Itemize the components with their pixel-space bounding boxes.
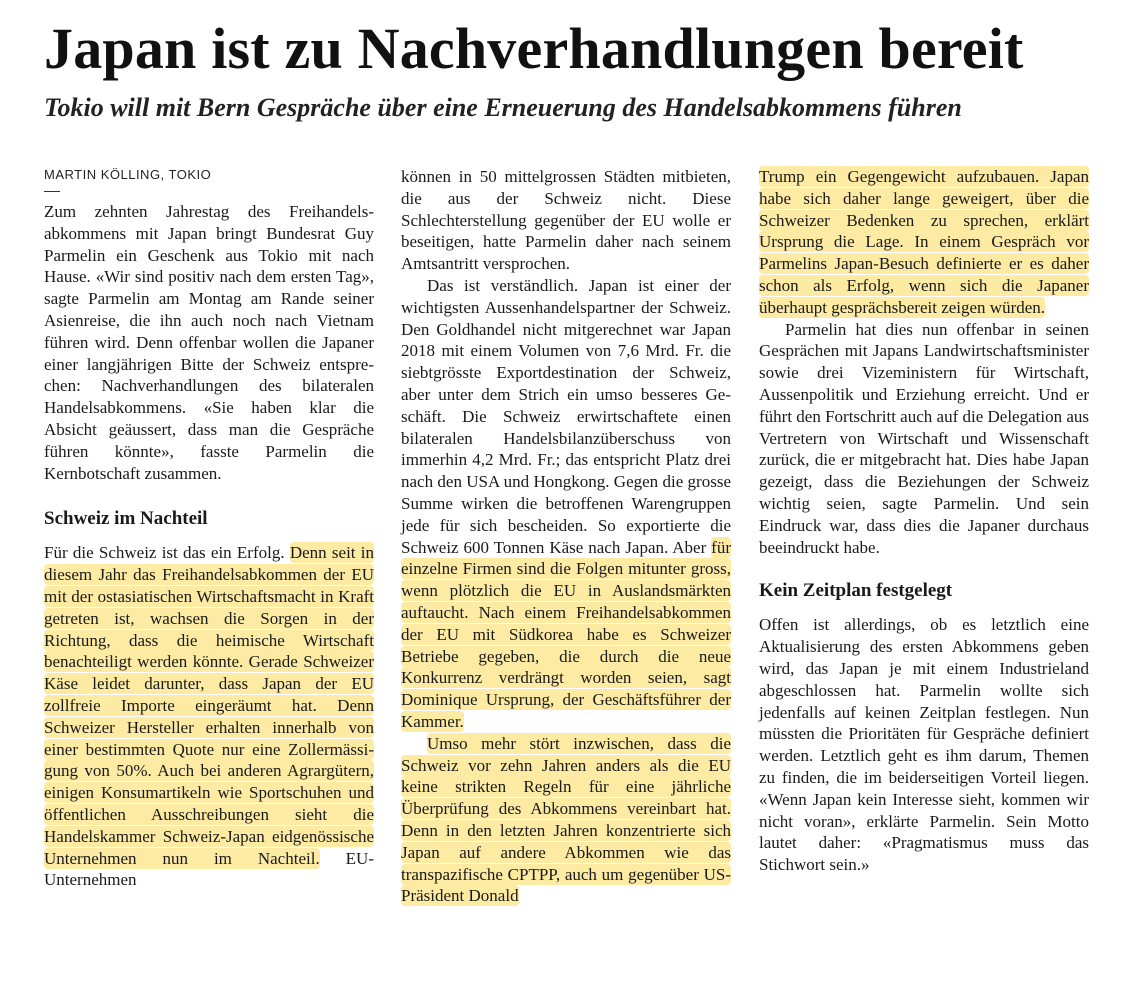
paragraph: Offen ist allerdings, ob es letztlich eine Aktualisierung des ersten Abkommens geben wird, das Japan je mit einem Industrieland abgeschlossen hat. Parmelin wollte sich jedenfalls auf keinen Zeitplan festlegen. Nun müssten die Prioritäten für Gespräche definiert werden. Letztlich geht es ihm darum, Themen zu finden, die im beiderseitigen Vorteil liegen. «Wenn Japan kein Interesse sieht, kommen wir nicht voran», erklärte Parmelin. Sein Motto lautet daher: «Pragmatismus muss das Stichwort sein.» — [759, 615, 1089, 875]
subheadline: Tokio will mit Bern Gespräche über eine Erneuerung des Handelsabkommens führen — [44, 93, 962, 122]
headline: Japan ist zu Nachverhandlungen bereit — [44, 16, 1024, 81]
highlighted-text: für einzelne Firmen sind die Folgen mitunter gross, wenn plötzlich die EU in Auslandsmärkten auftaucht. Nach einem Freihandelsabkommen der EU mit Südkorea habe es Schweizer Betriebe gegeben, die durch die neue Konkurrenz verdrängt worden seien, sagt Dominique Ursprung, der Geschäftsführer der Kammer. — [401, 537, 731, 731]
column-1 — [44, 166, 374, 891]
column-2 — [401, 166, 731, 907]
highlighted-text: Trump ein Gegengewicht aufzubauen. Japan habe sich daher lange geweigert, über die Schweizer Bedenken zu sprechen, erklärt Ursprung die Lage. In einem Gespräch vor Parmelins Japan-Besuch definierte er es daher schon als Erfolg, wenn sich die Japaner überhaupt gesprächsbereit zeigen würden. — [759, 167, 1089, 317]
paragraph: Zum zehnten Jahrestag des Freihandelsabkommens mit Japan bringt Bundesrat Guy Parmelin ein Geschenk aus Tokio mit nach Hause. «Wir sind positiv nach dem ersten Tag», sagte Parmelin am Montag am Rande seiner Asienreise, die ihn auch noch nach Vietnam führen wird. Denn offenbar wollen die Japaner einer langjährigen Bitte der Schweiz entsprechen: Nachverhandlungen des bilateralen Handelsabkommens. «Sie haben klar die Absicht geäussert, dass man die Gespräche führen könnte», fasste Parmelin die Kernbotschaft zusammen. — [44, 202, 374, 483]
paragraph — [401, 275, 731, 733]
section-heading: Schweiz im Nachteil — [44, 508, 208, 530]
paragraph — [44, 542, 374, 891]
byline: MARTIN KÖLLING, TOKIO — [44, 167, 212, 182]
highlighted-text: Umso mehr stört inzwischen, dass die Schweiz vor zehn Jahren anders als die EU keine strikten Regeln für eine jährliche Überprüfung des Abkommens vereinbart hat. Denn in den letzten Jahren konzentrierte sich Japan auf andere Abkommen wie das transpazifische CPTPP, auch um gegenüber US-Präsident Donald — [401, 733, 731, 906]
paragraph: können in 50 mittelgrossen Städten mitbieten, die aus der Schweiz nicht. Diese Schlechterstellung gegenüber der EU wolle er beseitigen, hatte Parmelin daher nach seinem Amtsantritt versprochen. — [401, 167, 731, 274]
text-run: EU-Unternehmen — [44, 848, 374, 890]
column-3 — [759, 166, 1089, 876]
paragraph — [759, 166, 1089, 319]
paragraph: Parmelin hat dies nun offenbar in seinen Gesprächen mit Japans Landwirtschaftsminister sowie drei Vizeministern für Wirtschaft, Aussenpolitik und Erziehung erreicht. Und er führt den Fortschritt auch auf die Delegation aus Vertretern von Wirtschaft und Wissenschaft zurück, die er mitgebracht hat. Dies habe Japan gezeigt, dass die Beziehungen der Schweiz wichtig seien, sagte Parmelin. Und sein Eindruck war, dass dies die Japaner durchaus beeindruckt habe. — [759, 319, 1089, 557]
text-run: Das ist verständlich. Japan ist einer der wichtigsten Aussenhandelspartner der Schweiz. Den Goldhandel nicht mitgerechnet war Japan 2018 mit einem Volumen von 7,6 Mrd. Fr. die siebtgrösste Exportdestination der Schweiz, aber unter dem Strich ein umso besseres Geschäft. Die Schweiz erwirtschaftete einen bilateralen Handelsbilanzüberschuss von immerhin 4,2 Mrd. Fr.; das entspricht Platz drei nach den USA und Hongkong. Gegen die grosse Summe wirken die betroffenen Warengruppen jede für sich bescheiden. So exportierte die Schweiz 600 Tonnen Käse nach Japan. Aber — [401, 275, 731, 557]
section-heading: Kein Zeitplan festgelegt — [759, 580, 953, 602]
byline-rule — [44, 191, 60, 192]
highlighted-text: Denn seit in diesem Jahr das Freihandelsabkommen der EU mit der ostasiatischen Wirtschaftsmacht in Kraft getreten ist, wachsen die Sorgen in der Richtung, dass die heimische Wirtschaft benachteiligt werden könnte. Gerade Schweizer Käse leidet darunter, dass Japan der EU zollfreie Importe eingeräumt hat. Denn Schweizer Hersteller erhalten innerhalb von einer bestimmten Quote nur eine Zollermässigung von 50%. Auch bei anderen Agrargütern, einigen Konsumartikeln wie Sportschuhen und öffentlichen Ausschreibungen sieht die Handelskammer Schweiz-Japan eidgenössische Unternehmen nun im Nachteil. — [44, 543, 374, 868]
paragraph — [401, 733, 731, 907]
text-run: Für die Schweiz ist das ein Erfolg. — [44, 543, 290, 563]
